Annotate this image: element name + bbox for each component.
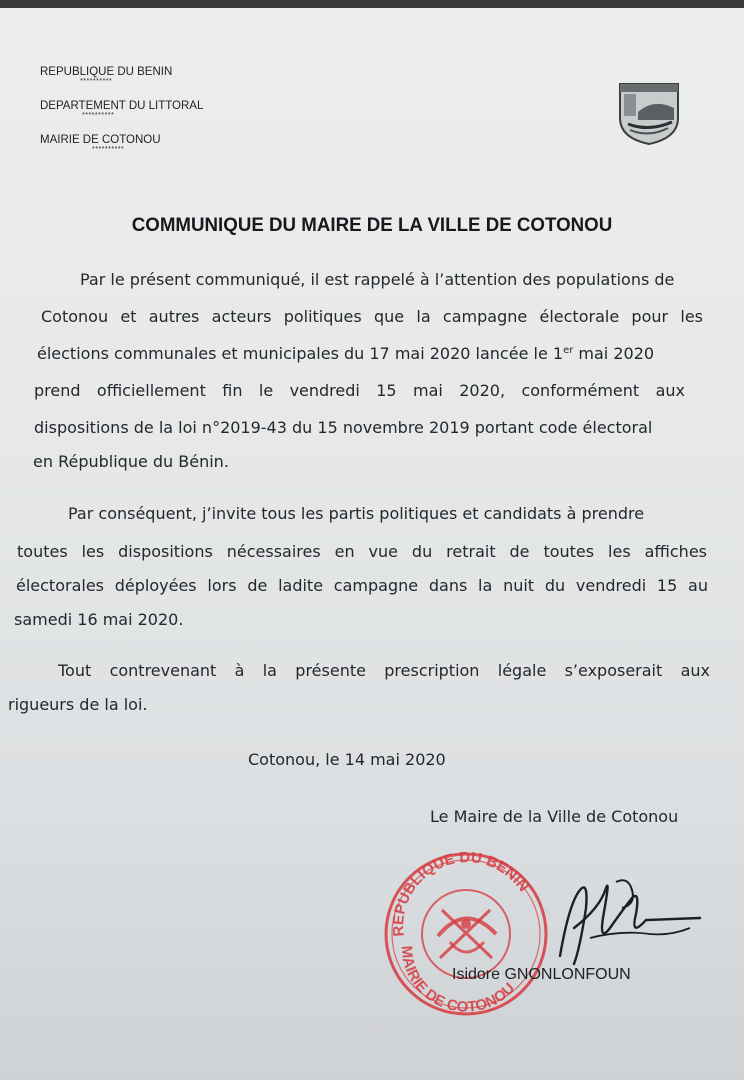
paragraph-line: Par le présent communiqué, il est rappelé à l’attention des populations de — [80, 270, 675, 289]
paragraph-line: en République du Bénin. — [33, 452, 229, 471]
paragraph-line — [37, 344, 654, 363]
mairie-label: MAIRIE DE COTONOU — [40, 134, 161, 146]
department-label: DEPARTEMENT DU LITTORAL — [40, 100, 204, 112]
paragraph-line: électorales déployées lors de ladite campagne dans la nuit du vendredi 15 au — [16, 576, 708, 595]
paragraph-1 — [34, 270, 704, 470]
place-date: Cotonou, le 14 mai 2020 — [248, 750, 446, 769]
paragraph-line: Tout contrevenant à la présente prescription légale s’exposerait aux — [58, 661, 710, 680]
communique-title: COMMUNIQUE DU MAIRE DE LA VILLE DE COTONOU — [131, 214, 613, 236]
svg-text:REPUBLIQUE DU BENIN: REPUBLIQUE DU BENIN — [390, 849, 533, 938]
letterhead-line-mairie — [40, 134, 203, 168]
coat-of-arms-icon — [614, 78, 684, 146]
svg-text:MAIRIE DE COTONOU: MAIRIE DE COTONOU — [397, 945, 519, 1016]
line-tail: mai 2020 — [573, 344, 655, 363]
official-stamp-icon — [380, 846, 550, 1016]
separator-stars: ********** — [80, 78, 113, 85]
signatory-title: Le Maire de la Ville de Cotonou — [430, 807, 679, 826]
paragraph-line: prend officiellement fin le vendredi 15 mai 2020, conformément aux — [34, 381, 685, 400]
signatory-name: Isidore GNONLONFOUN — [452, 966, 631, 983]
letterhead-line-department — [40, 100, 203, 134]
paragraph-line: samedi 16 mai 2020. — [14, 610, 184, 629]
line-text: élections communales et municipales du 17 mai 2020 lancée le 1 — [37, 344, 564, 363]
paragraph-2 — [14, 504, 714, 634]
separator-stars: ********** — [92, 146, 125, 153]
paragraph-line: toutes les dispositions nécessaires en vue du retrait de toutes les affiches — [17, 542, 707, 561]
paragraph-3 — [8, 661, 714, 721]
letterhead-line-republic — [40, 66, 203, 100]
paragraph-line: Par conséquent, j’invite tous les partis politiques et candidats à prendre — [68, 504, 645, 523]
letterhead — [40, 66, 203, 168]
paragraph-line: dispositions de la loi n°2019-43 du 15 novembre 2019 portant code électoral — [34, 418, 653, 437]
signature-icon — [540, 868, 710, 978]
separator-stars: ********** — [82, 112, 115, 119]
republic-label: REPUBLIQUE DU BENIN — [40, 66, 173, 78]
ordinal-sup: er — [563, 345, 574, 356]
document-page — [0, 8, 744, 1080]
paragraph-line: Cotonou et autres acteurs politiques que la campagne électorale pour les — [41, 307, 703, 326]
paragraph-line: rigueurs de la loi. — [8, 695, 148, 714]
